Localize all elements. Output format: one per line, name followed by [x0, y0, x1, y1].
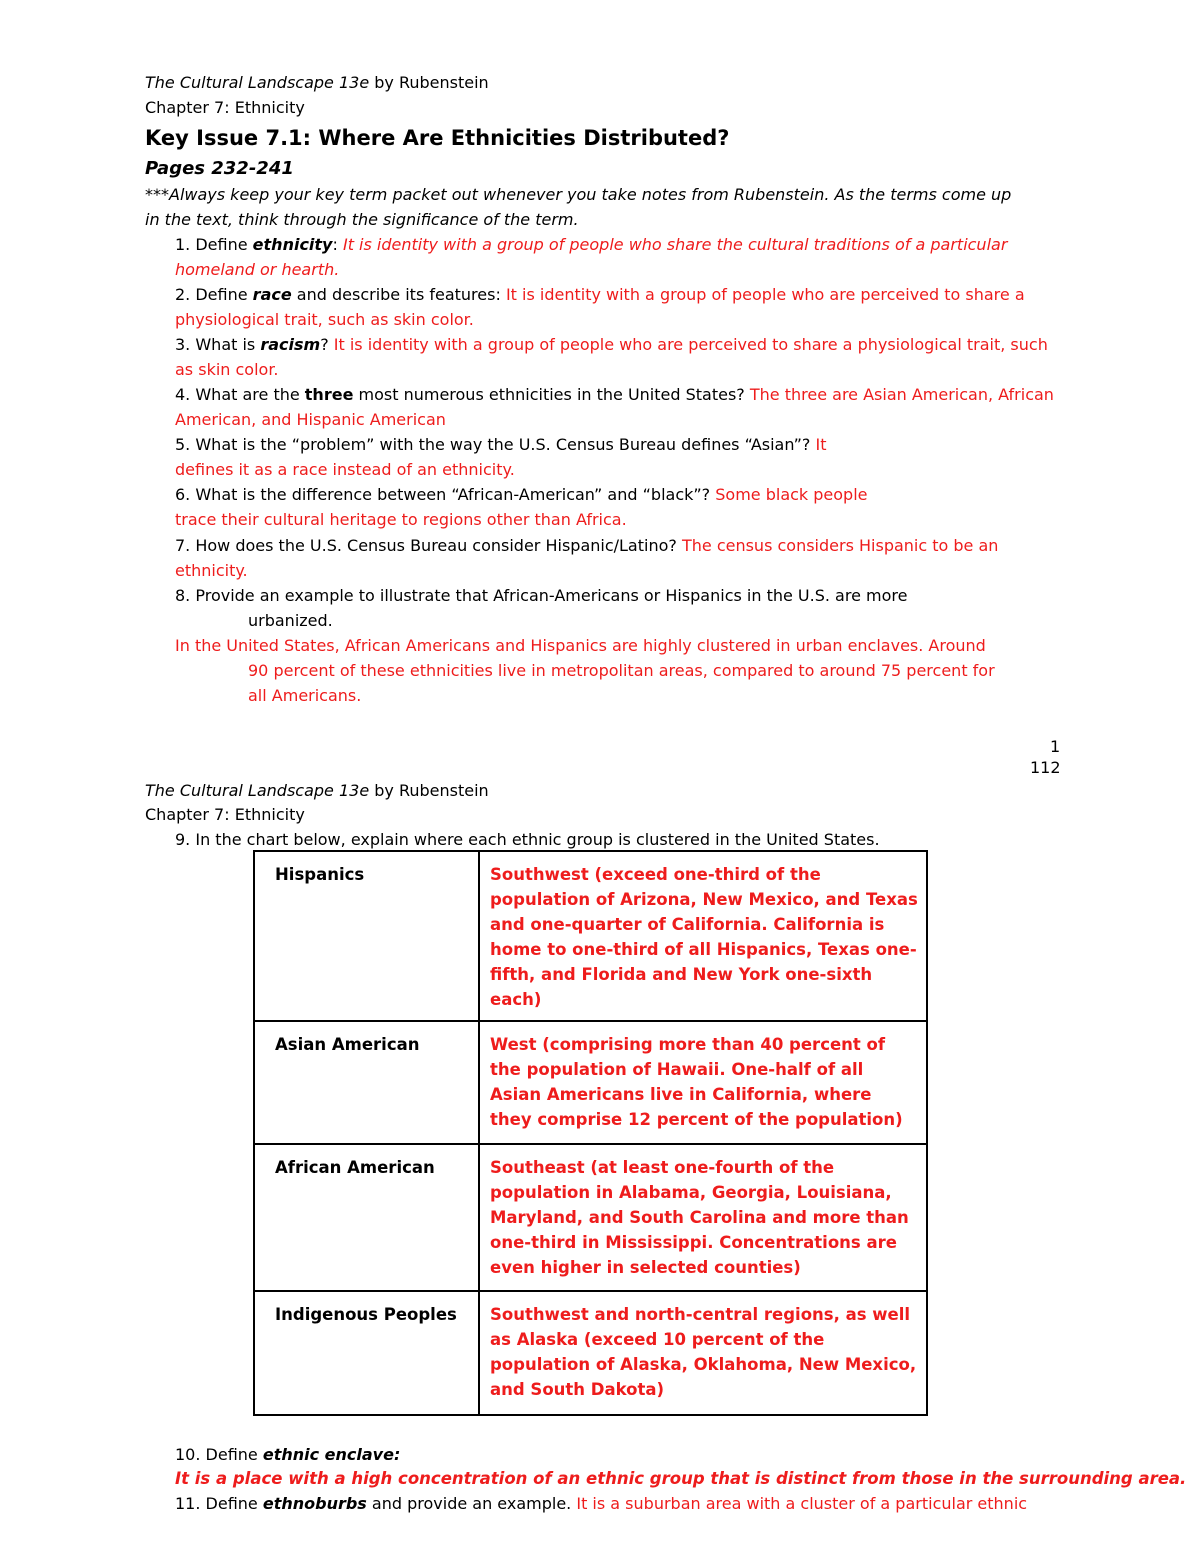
answer-5-line1: It	[815, 435, 827, 454]
key-issue-heading: Key Issue 7.1: Where Are Ethnicities Distributed?	[145, 126, 730, 150]
group-cell: African American	[254, 1144, 479, 1291]
table-row	[254, 1144, 927, 1291]
question-8-line2: urbanized.	[248, 611, 333, 630]
question-10-prefix: 10. Define	[175, 1445, 263, 1464]
pages-heading: Pages 232-241	[145, 158, 294, 179]
question-2-prefix: 2. Define	[175, 285, 253, 304]
question-11-suffix: and provide an example.	[366, 1494, 577, 1513]
chapter-title-2: Chapter 7: Ethnicity	[145, 805, 305, 824]
question-5-text: 5. What is the “problem” with the way the U.S. Census Bureau defines “Asian”?	[175, 435, 816, 454]
answer-7-line2: ethnicity.	[175, 561, 248, 580]
cluster-description-cell: Southwest (exceed one-third of the population of Arizona, New Mexico, and Texas and one-quarter of California. California is home to one-third of all Hispanics, Texas one-fifth, and Florida and New York one-sixth each)	[479, 851, 927, 1021]
group-cell: Hispanics	[254, 851, 479, 1021]
answer-4-line2: American, and Hispanic American	[175, 410, 446, 429]
page-number: 1	[1050, 737, 1061, 756]
answer-4-line1: The three are Asian American, African	[749, 385, 1054, 404]
group-cell: Asian American	[254, 1021, 479, 1144]
cluster-description-cell: Southwest and north-central regions, as well as Alaska (exceed 10 percent of the population of Alaska, Oklahoma, New Mexico, and South Dakota)	[479, 1291, 927, 1415]
question-11-prefix: 11. Define	[175, 1494, 263, 1513]
answer-6-line2: trace their cultural heritage to regions other than Africa.	[175, 510, 627, 529]
answer-2-line1: It is identity with a group of people who are perceived to share a	[505, 285, 1025, 304]
key-term-three: three	[304, 385, 354, 404]
book-title-line-2	[145, 778, 489, 803]
instruction-note-line1: ***Always keep your key term packet out whenever you take notes from Rubenstein. As the terms come up	[145, 185, 1012, 204]
key-term-ethnoburbs: ethnoburbs	[262, 1494, 367, 1513]
question-5	[175, 432, 827, 457]
question-3	[175, 332, 1048, 357]
answer-1-line2: homeland or hearth.	[175, 260, 340, 279]
table-row	[254, 1021, 927, 1144]
cluster-description-cell: Southeast (at least one-fourth of the population in Alabama, Georgia, Louisiana, Maryland, and South Carolina and more than one-third in Mississippi. Concentrations are even higher in selected counties)	[479, 1144, 927, 1291]
question-3-prefix: 3. What is	[175, 335, 261, 354]
book-author-2: by Rubenstein	[369, 781, 489, 800]
question-4-prefix: 4. What are the	[175, 385, 305, 404]
question-7	[175, 533, 998, 558]
page-total: 112	[1030, 758, 1061, 777]
table-row	[254, 1291, 927, 1415]
key-term-ethnic-enclave: ethnic enclave:	[262, 1445, 401, 1464]
question-2-suffix: and describe its features:	[291, 285, 506, 304]
question-1-prefix: 1. Define	[175, 235, 253, 254]
book-title-2: The Cultural Landscape 13e	[145, 781, 370, 800]
instruction-note-line2: in the text, think through the significance of the term.	[145, 210, 579, 229]
answer-11-line1: It is a suburban area with a cluster of a particular ethnic	[576, 1494, 1028, 1513]
question-6	[175, 482, 868, 507]
answer-7-line1: The census considers Hispanic to be an	[681, 536, 999, 555]
question-1	[175, 232, 1007, 257]
answer-8-line3: all Americans.	[248, 686, 362, 705]
answer-8-line1: In the United States, African Americans and Hispanics are highly clustered in urban enclaves. Around	[175, 636, 986, 655]
book-author: by Rubenstein	[369, 73, 489, 92]
question-9: 9. In the chart below, explain where each ethnic group is clustered in the United States.	[175, 830, 880, 849]
book-title: The Cultural Landscape 13e	[145, 73, 370, 92]
answer-10: It is a place with a high concentration of an ethnic group that is distinct from those in the surrounding area.	[175, 1469, 1187, 1488]
answer-1-line1: It is identity with a group of people who share the cultural traditions of a particular	[342, 235, 1008, 254]
question-6-text: 6. What is the difference between “African-American” and “black”?	[175, 485, 716, 504]
cluster-description-cell: West (comprising more than 40 percent of the population of Hawaii. One-half of all Asian Americans live in California, where they comprise 12 percent of the population)	[479, 1021, 927, 1144]
key-term-racism: racism	[260, 335, 321, 354]
answer-8-line2: 90 percent of these ethnicities live in metropolitan areas, compared to around 75 percent for	[248, 661, 995, 680]
table-row	[254, 851, 927, 1021]
question-11	[175, 1491, 1027, 1516]
group-cell: Indigenous Peoples	[254, 1291, 479, 1415]
answer-2-line2: physiological trait, such as skin color.	[175, 310, 474, 329]
ethnic-cluster-table	[253, 850, 928, 1416]
answer-5-line2: defines it as a race instead of an ethnicity.	[175, 460, 515, 479]
question-2	[175, 282, 1025, 307]
key-term-ethnicity: ethnicity	[252, 235, 333, 254]
book-title-line	[145, 70, 489, 95]
question-3-suffix: ?	[320, 335, 334, 354]
question-4	[175, 382, 1054, 407]
question-1-suffix: :	[332, 235, 343, 254]
answer-6-line1: Some black people	[715, 485, 868, 504]
question-8-line1: 8. Provide an example to illustrate that African-Americans or Hispanics in the U.S. are more	[175, 586, 908, 605]
chapter-title: Chapter 7: Ethnicity	[145, 98, 305, 117]
question-10	[175, 1442, 400, 1467]
answer-3-line1: It is identity with a group of people who are perceived to share a physiological trait, such	[333, 335, 1048, 354]
question-7-text: 7. How does the U.S. Census Bureau consider Hispanic/Latino?	[175, 536, 682, 555]
answer-3-line2: as skin color.	[175, 360, 279, 379]
key-term-race: race	[252, 285, 292, 304]
question-4-suffix: most numerous ethnicities in the United States?	[353, 385, 750, 404]
